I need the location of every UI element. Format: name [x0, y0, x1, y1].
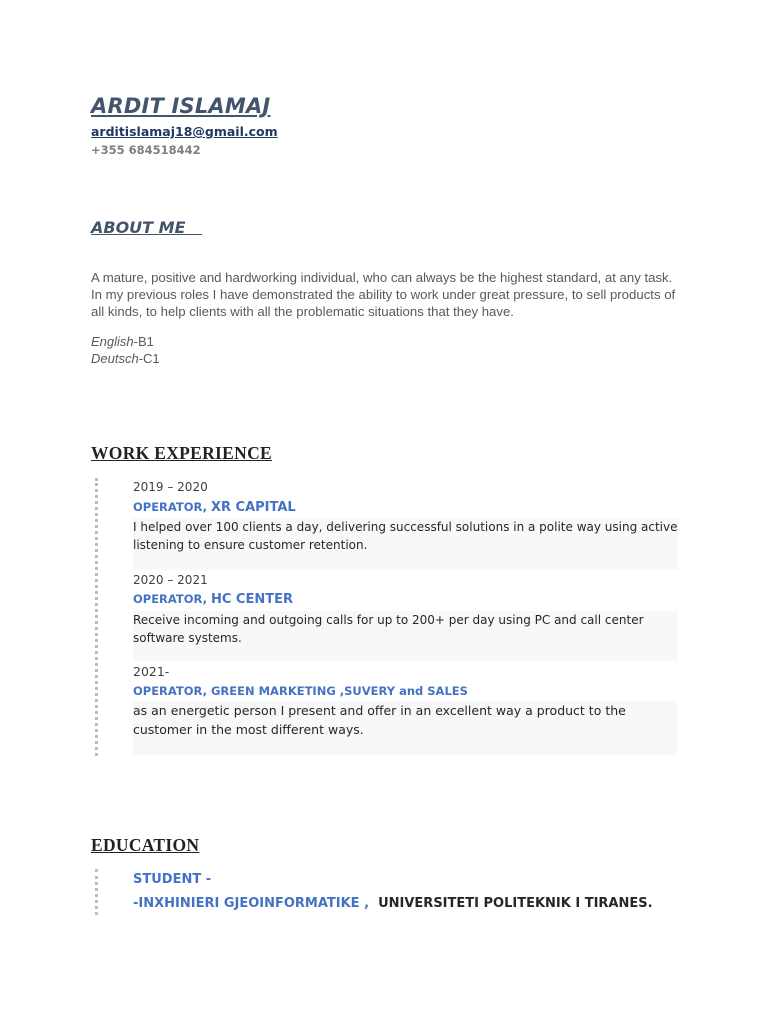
job-years: 2019 – 2020 — [133, 480, 208, 494]
language-name: English — [91, 334, 134, 349]
work-experience-heading: WORK EXPERIENCE — [91, 443, 272, 463]
job-role — [133, 591, 293, 607]
job-description: Receive incoming and outgoing calls for up to 200+ per day using PC and call center software systems. — [133, 613, 644, 645]
job-description: I helped over 100 clients a day, delivering successful solutions in a polite way using active listening to ensure customer retention. — [133, 520, 678, 552]
education-line — [133, 896, 653, 911]
job-company: OPERATOR, GREEN MARKETING ,SUVERY and SALES — [133, 684, 468, 698]
language-level: -C1 — [138, 351, 160, 366]
education-timeline-bar — [95, 869, 98, 915]
education-status: STUDENT - — [133, 872, 212, 887]
job-years: 2020 – 2021 — [133, 573, 208, 587]
language-level: -B1 — [133, 334, 154, 349]
resume-name: ARDIT ISLAMAJ — [91, 94, 271, 118]
job-company: HC CENTER — [210, 592, 293, 607]
language-name: Deutsch — [91, 351, 139, 366]
work-timeline-bar — [95, 478, 98, 756]
education-university: UNIVERSITETI POLITEKNIK I TIRANES. — [378, 896, 653, 911]
job-role-prefix: OPERATOR, — [133, 592, 211, 606]
email-link[interactable]: arditislamaj18@gmail.com — [91, 124, 278, 139]
job-description: as an energetic person I present and offer in an excellent way a product to the customer in the most different ways. — [133, 703, 626, 737]
language-deutsch — [91, 351, 160, 366]
job-role — [133, 499, 296, 515]
phone-number: +355 684518442 — [91, 143, 201, 157]
about-me-heading: ABOUT ME — [91, 218, 203, 237]
job-company: XR CAPITAL — [210, 500, 296, 515]
job-role-prefix: OPERATOR, — [133, 500, 211, 514]
job-years: 2021- — [133, 664, 170, 679]
about-me-text: A mature, positive and hardworking individual, who can always be the highest standard, at any task. In my previous roles I have demonstrated the ability to work under great pressure, to sell products of all kinds, to help clients with all the problematic situations that they have. — [91, 270, 676, 319]
language-english — [91, 334, 154, 349]
job-role — [133, 683, 468, 698]
education-program: -INXHINIERI GJEOINFORMATIKE , — [133, 896, 379, 911]
education-heading: EDUCATION — [91, 835, 200, 855]
